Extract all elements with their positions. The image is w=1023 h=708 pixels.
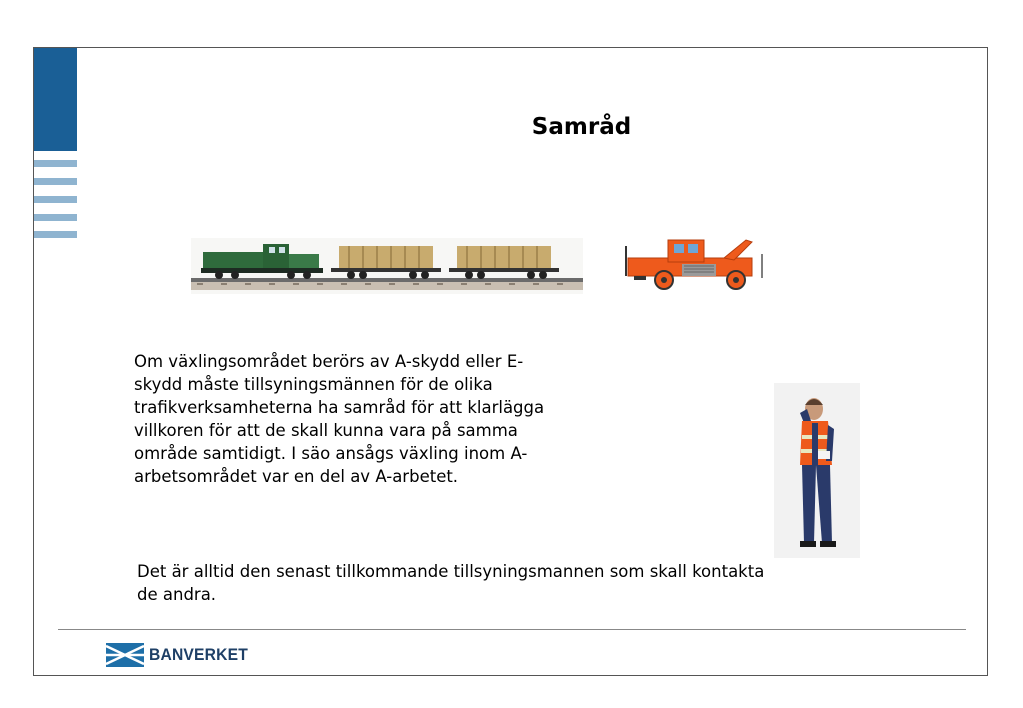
slide-title: Samråd [531,114,632,140]
side-stripe [34,178,77,185]
side-stripe [34,214,77,221]
worker-photo [774,383,860,558]
slide-note-text: Det är alltid den senast tillkommande tillsyningsmannen som skall kontakta de andra. [137,562,765,604]
footer-divider [58,629,966,630]
banverket-logo-text: BANVERKET [149,645,248,664]
slide [33,47,988,676]
train-illustration [191,238,583,294]
rail-road-vehicle-illustration [624,234,776,294]
banverket-logo [106,642,257,668]
slide-body-text: Om växlingsområdet berörs av A-skydd eller E- skydd måste tillsyningsmännen för de olika trafikverksamheterna ha samråd för att klarlägga villkoren för att de skall kunna vara på samma område samtidigt. I säo ansågs växling inom A- arbetsområdet var en del av A-arbetet. [134,352,545,486]
side-stripe [34,231,77,238]
banverket-logo-icon [106,643,144,667]
side-stripe [34,196,77,203]
side-stripe [34,160,77,167]
